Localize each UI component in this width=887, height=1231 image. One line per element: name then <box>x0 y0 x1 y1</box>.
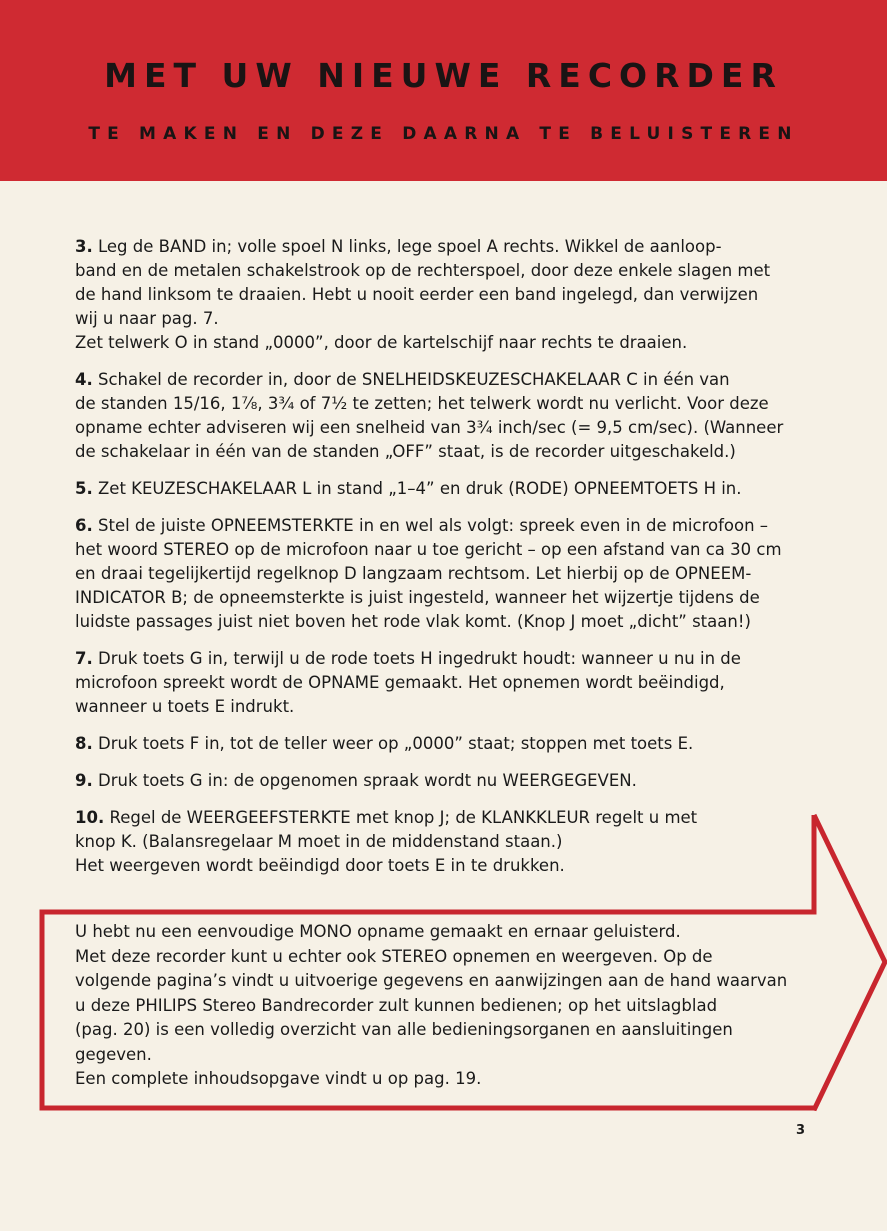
step-3-line-4: wij u naar pag. 7. <box>75 309 219 328</box>
step-9-line-1: 9. Druk toets G in: de opgenomen spraak wordt nu WEERGEGEVEN. <box>75 771 637 790</box>
step-6-line-1: 6. Stel de juiste OPNEEMSTERKTE in en wel als volgt: spreek even in de microfoon – <box>75 516 769 535</box>
step-6-line-5: luidste passages juist niet boven het rode vlak komt. (Knop J moet „dicht” staan!) <box>75 612 751 631</box>
note-line-1: U hebt nu een eenvoudige MONO opname gemaakt en ernaar geluisterd. <box>75 922 681 941</box>
step-7-line-1: 7. Druk toets G in, terwijl u de rode toets H ingedrukt houdt: wanneer u nu in de <box>75 649 741 668</box>
summary-note <box>75 920 805 1092</box>
step-7-line-2: microfoon spreekt wordt de OPNAME gemaakt. Het opnemen wordt beëindigd, <box>75 673 725 692</box>
note-line-3: volgende pagina’s vindt u uitvoerige gegevens en aanwijzingen aan de hand waarvan <box>75 971 788 990</box>
note-line-4: u deze PHILIPS Stereo Bandrecorder zult kunnen bedienen; op het uitslagblad <box>75 995 718 1015</box>
step-number: 6. <box>75 516 93 535</box>
step-3-line-5: Zet telwerk O in stand „0000”, door de kartelschijf naar rechts te draaien. <box>75 333 688 352</box>
page-number: 3 <box>796 1123 806 1138</box>
step-number: 8. <box>75 734 93 753</box>
step-number: 3. <box>75 237 93 256</box>
step-4-line-2: de standen 15/16, 1⅞, 3¾ of 7½ te zetten; het telwerk wordt nu verlicht. Voor deze <box>75 394 769 413</box>
note-line-7: Een complete inhoudsopgave vindt u op pag. 19. <box>75 1069 482 1088</box>
page-subtitle: TE MAKEN EN DEZE DAARNA TE BELUISTEREN <box>88 124 799 144</box>
step-6-line-2: het woord STEREO op de microfoon naar u toe gericht – op een afstand van ca 30 cm <box>75 540 782 559</box>
step-6-line-3: en draai tegelijkertijd regelknop D langzaam rechtsom. Let hierbij op de OPNEEM- <box>75 564 752 583</box>
step-6-line-4: INDICATOR B; de opneemsterkte is juist ingesteld, wanneer het wijzertje tijdens de <box>75 588 760 607</box>
step-7-line-3: wanneer u toets E indrukt. <box>75 697 295 716</box>
step-4-line-3: opname echter adviseren wij een snelheid van 3¾ inch/sec (= 9,5 cm/sec). (Wanneer <box>75 418 784 437</box>
step-10-line-3: Het weergeven wordt beëindigd door toets E in te drukken. <box>75 856 565 875</box>
note-line-6: gegeven. <box>75 1044 152 1064</box>
note-line-5: (pag. 20) is een volledig overzicht van alle bedieningsorganen en aansluitingen <box>75 1020 733 1039</box>
step-10-line-1: 10. Regel de WEERGEEFSTERKTE met knop J; de KLANKKLEUR regelt u met <box>75 808 698 827</box>
step-number: 7. <box>75 649 93 668</box>
step-number: 4. <box>75 370 93 389</box>
step-10-line-2: knop K. (Balansregelaar M moet in de middenstand staan.) <box>75 832 563 851</box>
step-number: 9. <box>75 771 93 790</box>
note-line-2: Met deze recorder kunt u echter ook STEREO opnemen en weergeven. Op de <box>75 946 713 966</box>
step-3-line-1: 3. Leg de BAND in; volle spoel N links, lege spoel A rechts. Wikkel de aanloop- <box>75 237 722 256</box>
step-4-line-1: 4. Schakel de recorder in, door de SNELHEIDSKEUZESCHAKELAAR C in één van <box>75 370 730 389</box>
step-number: 10. <box>75 808 105 827</box>
step-8-line-1: 8. Druk toets F in, tot de teller weer op „0000” staat; stoppen met toets E. <box>75 734 694 753</box>
step-3-line-2: band en de metalen schakelstrook op de rechterspoel, door deze enkele slagen met <box>75 261 771 280</box>
step-5-line-1: 5. Zet KEUZESCHAKELAAR L in stand „1–4” en druk (RODE) OPNEEMTOETS H in. <box>75 479 742 498</box>
step-number: 5. <box>75 479 93 498</box>
step-3-line-3: de hand linksom te draaien. Hebt u nooit eerder een band ingelegd, dan verwijzen <box>75 285 759 304</box>
page-title: MET UW NIEUWE RECORDER <box>104 56 783 95</box>
step-4-line-4: de schakelaar in één van de standen „OFF” staat, is de recorder uitgeschakeld.) <box>75 442 736 461</box>
